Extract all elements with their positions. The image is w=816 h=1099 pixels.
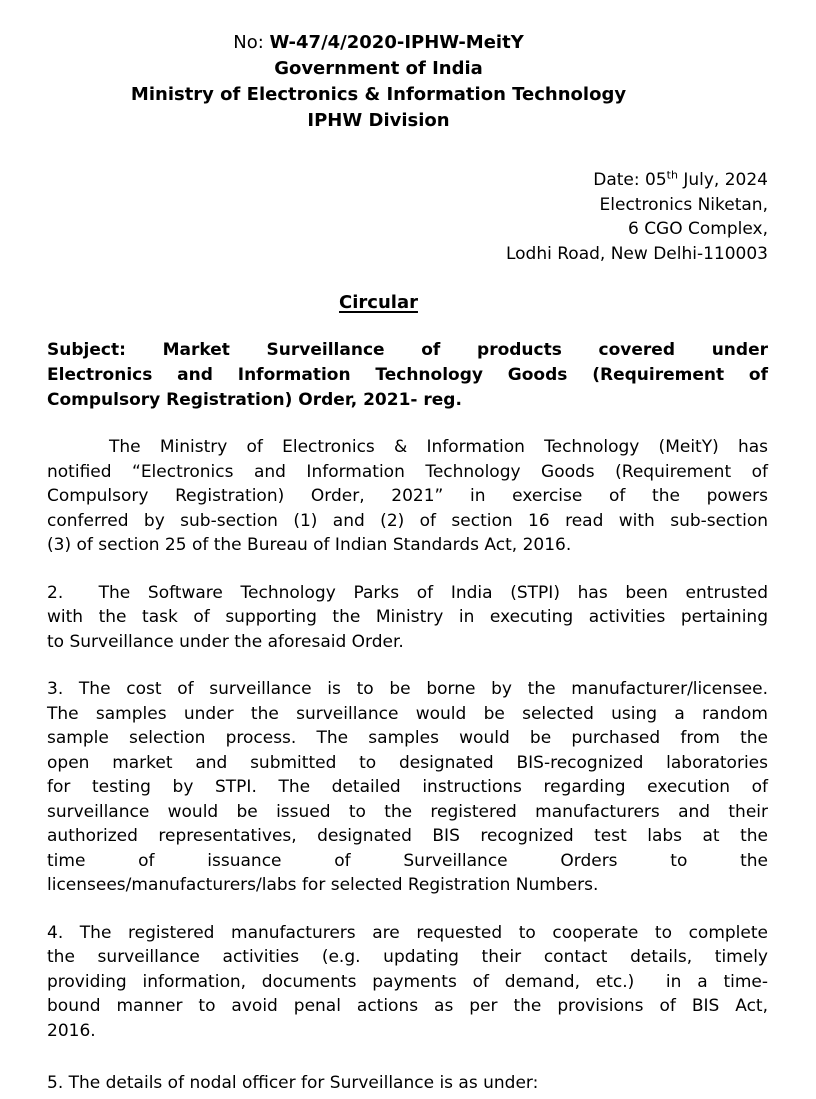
text-line: authorized representatives, designated BIS recognized test labs at the — [47, 826, 768, 846]
text-line: sample selection process. The samples would be purchased from the — [47, 728, 768, 748]
address-line-building: Electronics Niketan, — [599, 194, 768, 215]
text-line: The Ministry of Electronics & Information Technology (MeitY) has — [109, 437, 768, 457]
text-line: Subject: Market Surveillance of products covered under — [47, 340, 768, 360]
reference-number-value: W-47/4/2020-IPHW-MeitY — [269, 32, 524, 53]
date-address-block — [47, 168, 768, 266]
reference-number-label: No: — [233, 32, 270, 53]
text-line: 2016. — [47, 1020, 96, 1041]
text-line: The samples under the surveillance would be selected using a random — [47, 703, 768, 724]
paragraph-5-nodal-officer — [47, 1071, 768, 1096]
text-line: bound manner to avoid penal actions as per the provisions of BIS Act, — [47, 996, 768, 1016]
document-title — [47, 290, 768, 316]
text-line: 4. The registered manufacturers are requested to cooperate to complete — [47, 922, 768, 943]
text-line: 2. The Software Technology Parks of India (STPI) has been entrusted — [47, 582, 768, 603]
reference-number-line — [47, 30, 710, 56]
date-line — [47, 168, 768, 193]
org-line-ministry: Ministry of Electronics & Information Technology — [130, 84, 627, 105]
date-suffix: July, 2024 — [677, 170, 768, 190]
text-line: for testing by STPI. The detailed instructions regarding execution of — [47, 777, 768, 797]
date-ordinal-superscript: th — [666, 168, 678, 182]
text-line: conferred by sub-section (1) and (2) of section 16 read with sub-section — [47, 510, 768, 531]
paragraph-intro — [47, 435, 768, 558]
document-title-text: Circular — [339, 292, 418, 313]
text-line: 5. The details of nodal officer for Surveillance is as under: — [47, 1073, 539, 1093]
text-line: with the task of supporting the Ministry in executing activities pertaining — [47, 607, 768, 627]
date-prefix: Date: 05 — [593, 170, 667, 190]
org-line-division: IPHW Division — [307, 110, 450, 131]
text-line: open market and submitted to designated BIS-recognized laboratories — [47, 752, 768, 773]
paragraph-2-stpi — [47, 581, 768, 655]
letter-header — [47, 30, 768, 134]
text-line: the surveillance activities (e.g. updating their contact details, timely — [47, 947, 768, 967]
text-line: licensees/manufacturers/labs for selected Registration Numbers. — [47, 875, 599, 895]
text-line: Compulsory Registration) Order, 2021” in exercise of the powers — [47, 486, 768, 506]
text-line: providing information, documents payments of demand, etc.) in a time- — [47, 971, 768, 992]
paragraph-4-cooperation — [47, 921, 768, 1044]
text-line: Compulsory Registration) Order, 2021- reg. — [47, 390, 462, 410]
address-line-complex: 6 CGO Complex, — [627, 219, 768, 239]
text-line: to Surveillance under the aforesaid Order. — [47, 631, 404, 652]
subject-paragraph — [47, 338, 768, 413]
text-line: 3. The cost of surveillance is to be borne by the manufacturer/licensee. — [47, 679, 768, 699]
paragraph-3-cost — [47, 677, 768, 898]
text-line: surveillance would be issued to the registered manufacturers and their — [47, 801, 768, 822]
org-line-government: Government of India — [274, 58, 483, 79]
text-line: Electronics and Information Technology Goods (Requirement of — [47, 365, 768, 385]
text-line: notified “Electronics and Information Technology Goods (Requirement of — [47, 461, 768, 482]
address-line-city: Lodhi Road, New Delhi-110003 — [505, 243, 768, 264]
text-line: (3) of section 25 of the Bureau of Indian Standards Act, 2016. — [47, 535, 572, 555]
text-line: time of issuance of Surveillance Orders to the — [47, 850, 768, 871]
